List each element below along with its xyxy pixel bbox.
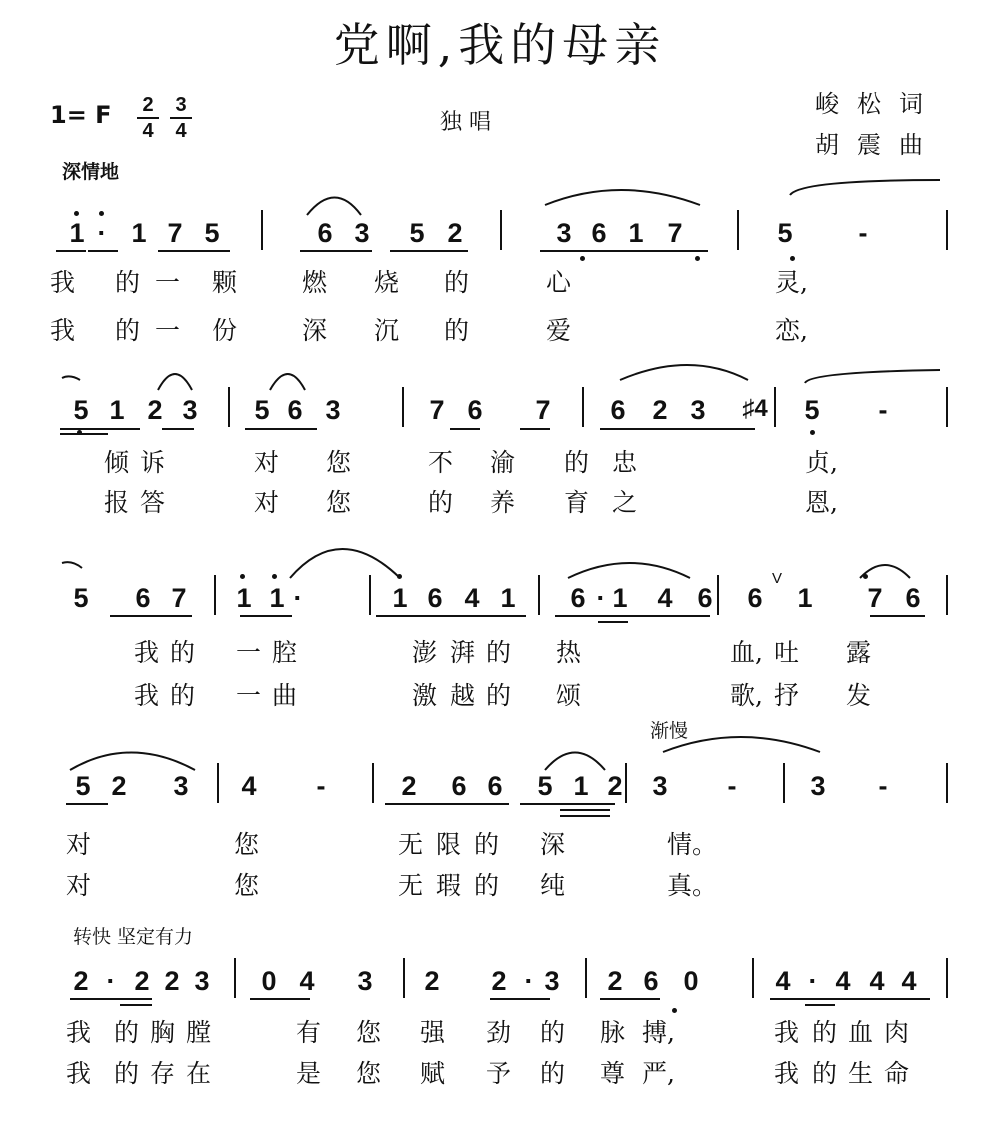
note-r1-1: · xyxy=(97,218,107,248)
lyric-r5_v2-6: 赋 xyxy=(420,1059,446,1088)
note-r5-17: 4 xyxy=(835,966,851,996)
lyric-r2_v2-0: 报 xyxy=(104,488,130,517)
slur xyxy=(158,374,192,390)
slur xyxy=(545,753,605,771)
lyric-r2_v2-4: 的 xyxy=(428,488,454,517)
lyric-r1_v2-2: 一 xyxy=(155,316,181,345)
note-r2-10: 6 xyxy=(610,395,626,425)
lyric-r2_v2-1: 答 xyxy=(140,488,166,517)
note-r3-0: 5 xyxy=(73,583,89,613)
lyric-r2_v2-5: 养 xyxy=(490,488,516,517)
time-sig-numerator: 3 xyxy=(175,94,187,116)
lyric-r5_v2-7: 予 xyxy=(486,1059,512,1088)
performance-type: 独 唱 xyxy=(440,110,491,135)
lyric-r2_v1-8: 贞, xyxy=(805,448,838,477)
note-r5-4: 3 xyxy=(194,966,210,996)
note-r1-6: 3 xyxy=(354,218,370,248)
time-sig-denominator: 4 xyxy=(142,120,154,142)
lyric-r1_v1-3: 颗 xyxy=(212,268,238,297)
lyric-r4_v1-0: 对 xyxy=(66,830,92,859)
note-r1-3: 7 xyxy=(167,218,183,248)
note-r5-3: 2 xyxy=(164,966,180,996)
note-r1-14: - xyxy=(858,218,868,248)
lyric-r1_v2-7: 爱 xyxy=(546,316,572,345)
lyric-r3_v1-9: 吐 xyxy=(774,638,800,667)
lyric-r4_v1-2: 无 xyxy=(398,830,424,859)
slur xyxy=(805,370,940,383)
note-r3-8: 4 xyxy=(464,583,480,613)
slur xyxy=(62,376,80,380)
note-r3-1: 6 xyxy=(135,583,151,613)
lyric-r5_v2-14: 命 xyxy=(884,1059,910,1088)
lyric-r3_v1-2: 一 xyxy=(236,638,262,667)
note-r3-3: 1 xyxy=(236,583,252,613)
lyric-r2_v1-5: 渝 xyxy=(490,448,516,477)
note-r2-14: 5 xyxy=(804,395,820,425)
lyric-r3_v2-8: 歌, xyxy=(730,681,763,710)
slowing-direction: 渐慢 xyxy=(650,720,689,742)
lyric-r3_v1-4: 澎 xyxy=(412,638,438,667)
note-r3-14: 6 xyxy=(697,583,713,613)
slur xyxy=(620,365,748,380)
note-r4-5: 2 xyxy=(401,771,417,801)
note-r5-16: · xyxy=(808,966,818,996)
lyric-r2_v1-3: 您 xyxy=(326,448,352,477)
lyric-r4_v1-6: 情。 xyxy=(667,830,718,859)
lyric-r1_v2-6: 的 xyxy=(444,316,470,345)
note-r2-1: 1 xyxy=(109,395,125,425)
lyric-r5_v1-6: 强 xyxy=(420,1018,446,1047)
lyric-r5_v2-11: 我 xyxy=(774,1059,800,1088)
note-r1-11: 1 xyxy=(628,218,644,248)
lyric-r1_v2-0: 我 xyxy=(50,316,76,345)
note-r5-11: 3 xyxy=(544,966,560,996)
note-r3-4: 1 xyxy=(269,583,285,613)
note-r3-17: 7 xyxy=(867,583,883,613)
lyric-r5_v2-2: 存 xyxy=(150,1059,176,1088)
lyric-r1_v1-8: 灵, xyxy=(775,268,808,297)
lyric-r5_v1-14: 肉 xyxy=(884,1018,910,1047)
lyric-r1_v1-7: 心 xyxy=(546,268,572,297)
note-r2-8: 6 xyxy=(467,395,483,425)
lyric-r2_v1-4: 不 xyxy=(428,448,454,477)
note-r4-1: 2 xyxy=(111,771,127,801)
note-r3-15: 6 xyxy=(747,583,763,613)
lyric-r3_v2-3: 曲 xyxy=(272,681,298,710)
lyric-r5_v2-13: 生 xyxy=(848,1059,874,1088)
note-r1-0: 1 xyxy=(69,218,85,248)
note-r4-12: - xyxy=(727,771,737,801)
note-r4-2: 3 xyxy=(173,771,189,801)
lyric-r1_v1-4: 燃 xyxy=(302,268,328,297)
note-r4-13: 3 xyxy=(810,771,826,801)
note-r2-5: 6 xyxy=(287,395,303,425)
note-r1-9: 3 xyxy=(556,218,572,248)
lyric-r5_v1-3: 膛 xyxy=(186,1018,212,1047)
lyric-r2_v1-0: 倾 xyxy=(104,448,130,477)
lyric-r3_v2-9: 抒 xyxy=(774,681,800,710)
lyric-r5_v1-5: 您 xyxy=(356,1018,382,1047)
note-r2-13: ♯4 xyxy=(742,395,768,422)
note-r3-11: · xyxy=(596,583,606,613)
lyric-r5_v1-1: 的 xyxy=(114,1018,140,1047)
lyric-r2_v2-8: 恩, xyxy=(805,488,838,517)
tempo-change-direction: 转快 坚定有力 xyxy=(73,926,194,948)
lyric-r3_v1-0: 我 xyxy=(134,638,160,667)
time-sig-numerator: 2 xyxy=(142,94,154,116)
lyric-r4_v2-2: 无 xyxy=(398,871,424,900)
lyric-r3_v2-7: 颂 xyxy=(556,681,582,710)
slur xyxy=(568,563,690,578)
lyric-r5_v2-3: 在 xyxy=(186,1059,212,1088)
lyric-r1_v2-3: 份 xyxy=(212,316,238,345)
lyric-r3_v1-3: 腔 xyxy=(272,638,298,667)
lyric-r5_v2-0: 我 xyxy=(66,1059,92,1088)
note-r4-0: 5 xyxy=(75,771,91,801)
note-r1-5: 6 xyxy=(317,218,333,248)
note-r3-16: 1 xyxy=(797,583,813,613)
note-r5-1: · xyxy=(106,966,116,996)
lyric-r5_v1-0: 我 xyxy=(66,1018,92,1047)
note-r4-14: - xyxy=(878,771,888,801)
tempo-marking: 深情地 xyxy=(62,161,120,183)
lyric-r2_v1-2: 对 xyxy=(254,448,280,477)
lyric-r3_v1-8: 血, xyxy=(730,638,763,667)
note-r2-7: 7 xyxy=(429,395,445,425)
note-r3-6: 1 xyxy=(392,583,408,613)
lyric-r3_v2-10: 发 xyxy=(846,681,872,710)
note-r5-7: 3 xyxy=(357,966,373,996)
note-r3-5: · xyxy=(293,583,303,613)
lyric-r1_v1-6: 的 xyxy=(444,268,470,297)
note-r5-0: 2 xyxy=(73,966,89,996)
slur xyxy=(270,374,305,390)
lyric-r3_v2-2: 一 xyxy=(236,681,262,710)
lyric-r5_v2-1: 的 xyxy=(114,1059,140,1088)
note-r5-19: 4 xyxy=(901,966,917,996)
note-r5-2: 2 xyxy=(134,966,150,996)
lyric-r2_v2-6: 育 xyxy=(564,488,590,517)
note-r1-4: 5 xyxy=(204,218,220,248)
lyric-r5_v1-12: 的 xyxy=(812,1018,838,1047)
lyric-r4_v1-1: 您 xyxy=(234,830,260,859)
note-r4-10: 2 xyxy=(607,771,623,801)
lyric-r3_v2-6: 的 xyxy=(486,681,512,710)
lyric-r2_v1-1: 诉 xyxy=(140,448,166,477)
lyric-r5_v2-8: 的 xyxy=(540,1059,566,1088)
lyric-r5_v1-2: 胸 xyxy=(150,1018,176,1047)
lyric-r5_v2-9: 尊 xyxy=(600,1059,626,1088)
lyric-r4_v2-3: 瑕 xyxy=(436,871,462,900)
note-r1-12: 7 xyxy=(667,218,683,248)
note-r5-13: 6 xyxy=(643,966,659,996)
note-r2-11: 2 xyxy=(652,395,668,425)
lyric-r4_v2-4: 的 xyxy=(474,871,500,900)
note-r4-6: 6 xyxy=(451,771,467,801)
note-r2-6: 3 xyxy=(325,395,341,425)
note-r2-9: 7 xyxy=(535,395,551,425)
lyric-r5_v1-7: 劲 xyxy=(486,1018,512,1047)
note-r4-4: - xyxy=(316,771,326,801)
lyric-r3_v2-1: 的 xyxy=(170,681,196,710)
lyric-r5_v1-9: 脉 xyxy=(600,1018,626,1047)
note-r5-8: 2 xyxy=(424,966,440,996)
note-r1-2: 1 xyxy=(131,218,147,248)
lyric-r1_v1-2: 一 xyxy=(155,268,181,297)
note-r4-11: 3 xyxy=(652,771,668,801)
slur xyxy=(70,753,195,771)
breath-mark: V xyxy=(772,570,783,587)
note-r3-2: 7 xyxy=(171,583,187,613)
note-r5-10: · xyxy=(524,966,534,996)
note-r3-13: 4 xyxy=(657,583,673,613)
lyric-r3_v1-7: 热 xyxy=(556,638,582,667)
lyric-r4_v2-1: 您 xyxy=(234,871,260,900)
time-sig-denominator: 4 xyxy=(175,120,187,142)
lyric-r2_v2-2: 对 xyxy=(254,488,280,517)
note-r5-9: 2 xyxy=(491,966,507,996)
lyric-r4_v2-5: 纯 xyxy=(540,871,566,900)
composer-credit: 胡震曲 xyxy=(815,131,941,159)
slur xyxy=(790,180,940,195)
lyric-r1_v2-4: 深 xyxy=(302,316,328,345)
note-r3-7: 6 xyxy=(427,583,443,613)
lyric-r4_v2-6: 真。 xyxy=(667,871,718,900)
lyric-r1_v1-0: 我 xyxy=(50,268,76,297)
note-r1-8: 2 xyxy=(447,218,463,248)
note-r2-3: 3 xyxy=(182,395,198,425)
lyric-r2_v2-7: 之 xyxy=(612,488,638,517)
song-title: 党啊,我的母亲 xyxy=(333,18,667,72)
note-r3-9: 1 xyxy=(500,583,516,613)
note-r2-12: 3 xyxy=(690,395,706,425)
slur xyxy=(62,562,82,568)
lyric-r4_v1-3: 限 xyxy=(436,830,462,859)
slur xyxy=(860,565,910,578)
lyric-r5_v1-10: 搏, xyxy=(642,1018,675,1047)
lyric-r5_v1-8: 的 xyxy=(540,1018,566,1047)
lyric-r4_v2-0: 对 xyxy=(66,871,92,900)
lyric-r3_v2-0: 我 xyxy=(134,681,160,710)
lyric-r3_v1-10: 露 xyxy=(846,638,872,667)
note-r2-4: 5 xyxy=(254,395,270,425)
note-r1-13: 5 xyxy=(777,218,793,248)
lyric-r3_v1-5: 湃 xyxy=(450,638,476,667)
note-r3-12: 1 xyxy=(612,583,628,613)
note-r3-10: 6 xyxy=(570,583,586,613)
lyric-r1_v1-1: 的 xyxy=(115,268,141,297)
slur xyxy=(663,737,820,752)
slur xyxy=(290,549,400,578)
key-signature: 1= F xyxy=(50,101,112,129)
lyric-r5_v2-12: 的 xyxy=(812,1059,838,1088)
note-r2-0: 5 xyxy=(73,395,89,425)
note-r5-15: 4 xyxy=(775,966,791,996)
lyric-r5_v2-10: 严, xyxy=(642,1059,675,1088)
slur xyxy=(545,190,700,205)
note-r4-7: 6 xyxy=(487,771,503,801)
note-r3-18: 6 xyxy=(905,583,921,613)
note-r2-2: 2 xyxy=(147,395,163,425)
lyric-r4_v1-4: 的 xyxy=(474,830,500,859)
lyric-r2_v2-3: 您 xyxy=(326,488,352,517)
lyric-r3_v1-1: 的 xyxy=(170,638,196,667)
lyric-r1_v2-8: 恋, xyxy=(775,316,808,345)
lyric-r3_v2-4: 激 xyxy=(412,681,438,710)
note-r1-10: 6 xyxy=(591,218,607,248)
note-r4-9: 1 xyxy=(573,771,589,801)
lyric-r5_v1-4: 有 xyxy=(296,1018,322,1047)
note-r2-15: - xyxy=(878,395,888,425)
lyric-r3_v2-5: 越 xyxy=(450,681,476,710)
slur xyxy=(307,198,361,216)
note-r5-12: 2 xyxy=(607,966,623,996)
lyric-r5_v2-4: 是 xyxy=(296,1059,322,1088)
lyric-r2_v1-7: 忠 xyxy=(612,448,638,477)
lyric-r5_v2-5: 您 xyxy=(356,1059,382,1088)
lyric-r1_v2-5: 沉 xyxy=(374,316,400,345)
note-r5-18: 4 xyxy=(869,966,885,996)
note-r4-8: 5 xyxy=(537,771,553,801)
lyricist-credit: 峻松词 xyxy=(815,90,941,118)
lyric-r1_v2-1: 的 xyxy=(115,316,141,345)
lyric-r1_v1-5: 烧 xyxy=(374,268,400,297)
lyric-r5_v1-13: 血 xyxy=(848,1018,874,1047)
note-r4-3: 4 xyxy=(241,771,257,801)
note-r5-6: 4 xyxy=(299,966,315,996)
lyric-r5_v1-11: 我 xyxy=(774,1018,800,1047)
note-r1-7: 5 xyxy=(409,218,425,248)
lyric-r3_v1-6: 的 xyxy=(486,638,512,667)
lyric-r4_v1-5: 深 xyxy=(540,830,566,859)
lyric-r2_v1-6: 的 xyxy=(564,448,590,477)
note-r5-14: 0 xyxy=(683,966,699,996)
note-r5-5: 0 xyxy=(261,966,277,996)
